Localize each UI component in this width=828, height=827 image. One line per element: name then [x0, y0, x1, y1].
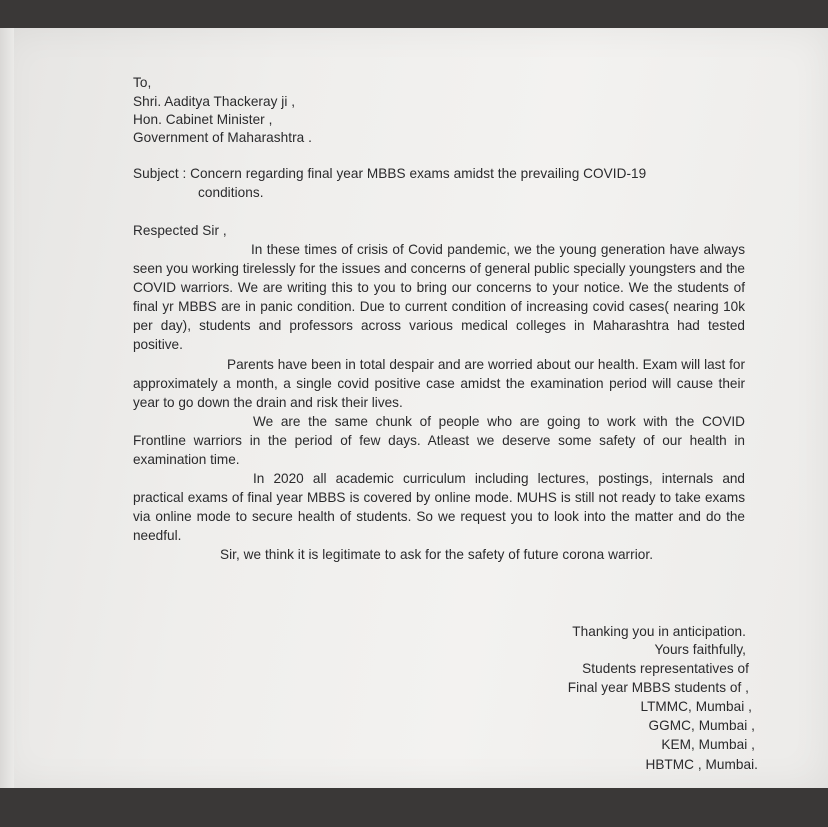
recipient-office: Government of Maharashtra .	[133, 130, 312, 145]
college-ltmmc: LTMMC, Mumbai ,	[640, 699, 752, 714]
college-hbtmc: HBTMC , Mumbai.	[645, 757, 758, 772]
paragraph-1: In these times of crisis of Covid pandemic, we the young generation have always seen you working tirelessly for the issues and concerns of general public specially youngsters and the COVID warriors. We are writing this to you to bring our concerns to your notice. We the students of final yr MBBS are in panic condition. Due to current condition of increasing covid cases( nearing 10k per day), students and professors across various medical colleges in Maharashtra had tested positive.	[133, 242, 745, 352]
college-kem: KEM, Mumbai ,	[661, 737, 755, 752]
photo-background-bottom	[0, 788, 828, 827]
letter-page	[0, 28, 828, 788]
photo-background-top	[0, 0, 828, 28]
paragraph-4: In 2020 all academic curriculum including lectures, postings, internals and practical exams of final year MBBS is covered by online mode. MUHS is still not ready to take exams via online mode to secure health of students. So we request you to look into the matter and do the needful.	[133, 471, 745, 543]
recipient-name: Shri. Aaditya Thackeray ji ,	[133, 94, 296, 109]
signatory-role: Students representatives of	[582, 661, 749, 676]
closing-thanks: Thanking you in anticipation.	[572, 624, 746, 639]
signatory-group: Final year MBBS students of ,	[567, 680, 749, 695]
recipient-title: Hon. Cabinet Minister ,	[133, 112, 273, 127]
college-ggmc: GGMC, Mumbai ,	[648, 718, 755, 733]
greeting: Respected Sir ,	[133, 223, 227, 238]
paragraph-3: We are the same chunk of people who are going to work with the COVID Frontline warriors in the period of few days. Atleast we deserve some safety of our health in examination time.	[133, 414, 745, 467]
paragraph-5: Sir, we think it is legitimate to ask for the safety of future corona warrior.	[220, 547, 654, 562]
paper-edge-shadow	[0, 28, 14, 788]
paragraph-2: Parents have been in total despair and are worried about our health. Exam will last for approximately a month, a single covid positive case amidst the examination period will cause their year to go down the drain and risk their lives.	[133, 357, 745, 410]
closing-yours-faithfully: Yours faithfully,	[654, 642, 746, 657]
salutation-to: To,	[133, 75, 152, 90]
subject-line: Subject : Concern regarding final year MBBS exams amidst the prevailing COVID-19	[133, 166, 647, 181]
subject-line-continued: conditions.	[198, 185, 264, 200]
